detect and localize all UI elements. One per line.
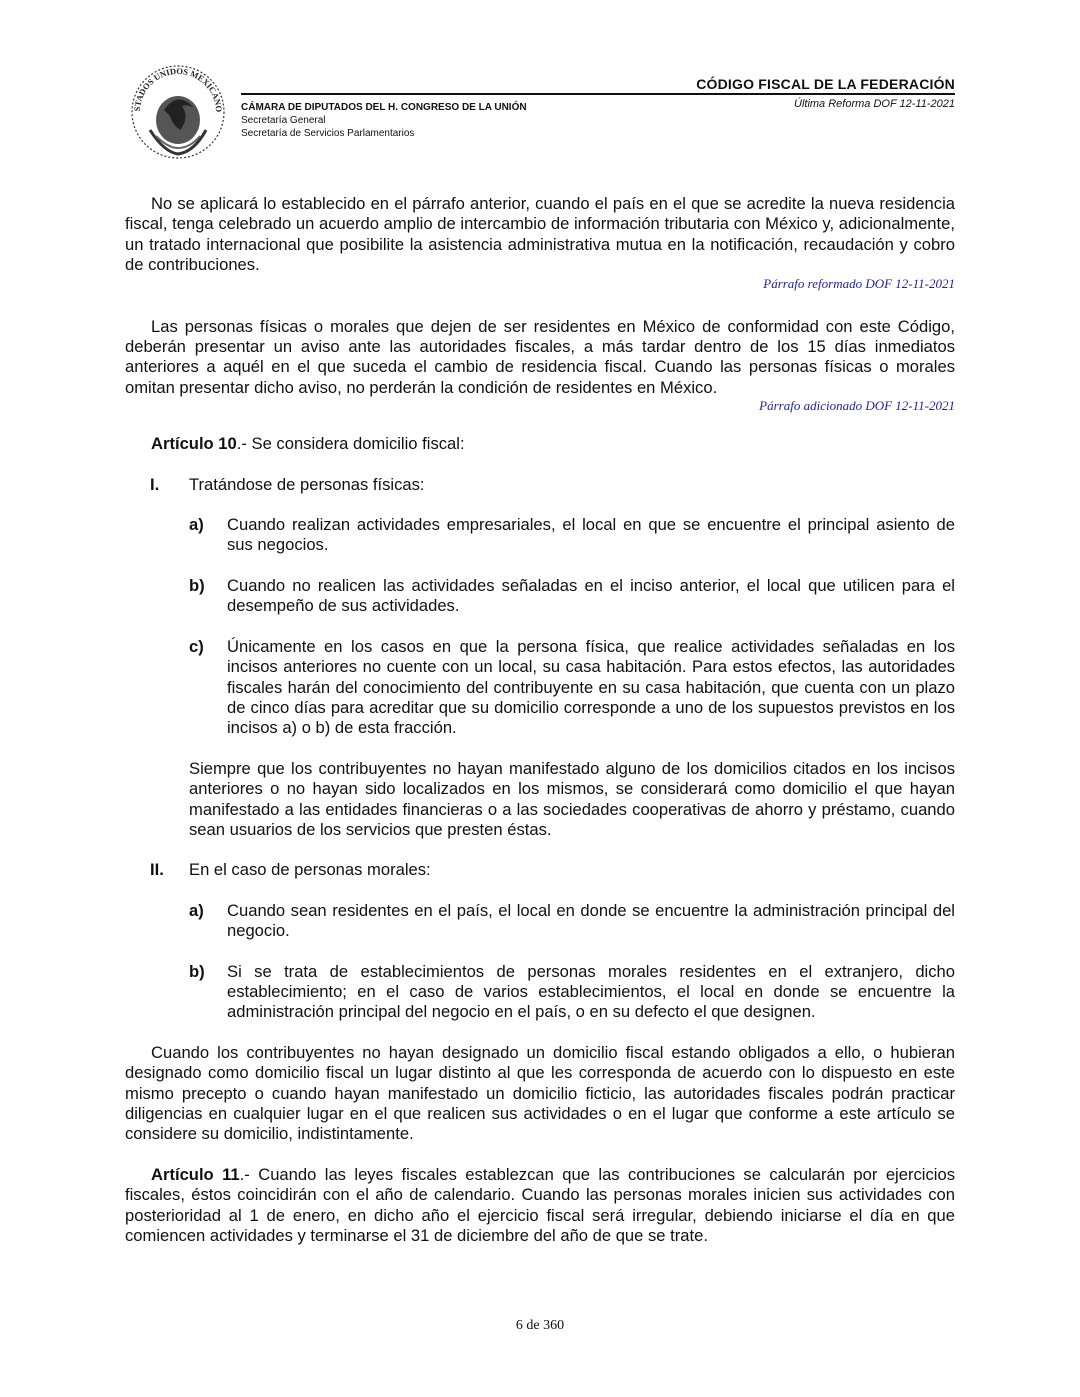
document-title: CÓDIGO FISCAL DE LA FEDERACIÓN bbox=[696, 76, 955, 92]
last-reform-date: Última Reforma DOF 12-11-2021 bbox=[794, 98, 955, 110]
article-10-heading bbox=[125, 434, 955, 454]
document-body bbox=[125, 194, 955, 1246]
fraction-label: I. bbox=[150, 474, 160, 494]
article-text: .- Se considera domicilio fiscal: bbox=[236, 434, 465, 454]
reform-note: Párrafo adicionado DOF 12-11-2021 bbox=[759, 398, 955, 414]
paragraph: Las personas físicas o morales que dejen de ser residentes en México de conformidad con este Código, deberán presentar un aviso ante las autoridades fiscales, a más tardar dentro de los 15 días inmediatos anteriores a aquél en el que suceda el cambio de residencia fiscal. Cuando las personas físicas o morales omitan presentar dicho aviso, no perderán la condición de residentes en México. bbox=[125, 316, 955, 397]
fraction-ii bbox=[125, 860, 955, 880]
fraction-i-paragraph bbox=[125, 759, 955, 841]
seal-text: STADOS UNIDOS MEXICANO bbox=[131, 65, 225, 113]
subsection-text: Únicamente en los casos en que la persona física, que realice actividades señaladas en los incisos anteriores no cuente con un local, su casa habitación. Para estos efectos, las autoridades fiscales harán del conocimiento del contribuyente en su casa habitación, que cuenta con un plazo de cinco días para acreditar que su domicilio corresponde a uno de los supuestos previstos en los incisos a) o b) de esta fracción. bbox=[227, 636, 955, 738]
fraction-label: II. bbox=[150, 860, 164, 880]
header-divider bbox=[241, 93, 955, 95]
paragraph: Cuando los contribuyentes no hayan designado un domicilio fiscal estando obligados a ello, o hubieran designado como domicilio fiscal un lugar distinto al que les corresponda de acuerdo con lo dispuesto en este mismo precepto o cuando hayan manifestado un domicilio ficticio, las autoridades fiscales podrán practicar diligencias en cualquier lugar en el que realicen sus actividades o en el lugar que conforme a este artículo se considere su domicilio, indistintamente. bbox=[125, 1042, 955, 1144]
subsection-text: Si se trata de establecimientos de personas morales residentes en el extranjero, dicho establecimiento; en el caso de varios establecimientos, el local en donde se encuentre la administración principal del negocio en el país, o en su defecto el que designen. bbox=[227, 961, 955, 1022]
reform-note: Párrafo reformado DOF 12-11-2021 bbox=[763, 275, 955, 291]
service-name: Secretaría de Servicios Parlamentarios bbox=[241, 128, 415, 139]
subsection-b bbox=[125, 962, 955, 1023]
page-number: 6 de 360 bbox=[515, 1318, 565, 1333]
article-11 bbox=[125, 1165, 955, 1247]
secretariat-name: Secretaría General bbox=[241, 115, 326, 126]
subsection-text: Cuando realizan actividades empresariales, el local en que se encuentre el principal asiento de sus negocios. bbox=[227, 515, 955, 555]
institution-name: CÁMARA DE DIPUTADOS DEL H. CONGRESO DE LA UNIÓN bbox=[241, 102, 527, 113]
issuing-organization bbox=[241, 101, 527, 140]
subsection-label: a) bbox=[189, 515, 204, 535]
subsection-c bbox=[125, 637, 955, 739]
subsection-a bbox=[125, 515, 955, 556]
fraction-text: Tratándose de personas físicas: bbox=[189, 474, 425, 494]
subsection-label: b) bbox=[189, 575, 205, 595]
article-label: Artículo 11 bbox=[151, 1164, 240, 1184]
subsection-b bbox=[125, 576, 955, 617]
article-text: .- Cuando las leyes fiscales establezcan que las contribuciones se calcularán por ejercicios fiscales, éstos coincidirán con el año de calendario. Cuando las personas morales inicien sus actividades con posterioridad al 1 de enero, en dicho año el ejercicio fiscal será irregular, debiendo iniciarse el día en que comiencen actividades y terminarse el 31 de diciembre del año de que se trate. bbox=[125, 1164, 955, 1246]
article-label: Artículo 10 bbox=[151, 434, 237, 454]
fraction-text: En el caso de personas morales: bbox=[189, 860, 431, 880]
mexican-coat-of-arms-seal-icon bbox=[124, 60, 232, 160]
subsection-label: a) bbox=[189, 900, 204, 920]
paragraph: No se aplicará lo establecido en el párrafo anterior, cuando el país en el que se acredite la nueva residencia fiscal, tenga celebrado un acuerdo amplio de intercambio de información tributaria con México y, adicionalmente, un tratado internacional que posibilite la asistencia administrativa mutua en la notificación, recaudación y cobro de contribuciones. bbox=[125, 194, 955, 275]
subsection-text: Cuando sean residentes en el país, el local en donde se encuentre la administración principal del negocio. bbox=[227, 900, 955, 941]
subsection-text: Cuando no realicen las actividades señaladas en el inciso anterior, el local que utilicen para el desempeño de sus actividades. bbox=[227, 575, 955, 616]
subsection-a bbox=[125, 901, 955, 942]
subsection-label: c) bbox=[189, 636, 204, 656]
paragraph: Siempre que los contribuyentes no hayan manifestado alguno de los domicilios citados en los incisos anteriores o no hayan sido localizados en los mismos, se considerará como domicilio el que hayan manifestado a las entidades financieras o a las sociedades cooperativas de ahorro y préstamo, cuando sean usuarios de los servicios que presten éstas. bbox=[189, 758, 955, 839]
fraction-i bbox=[125, 475, 955, 495]
subsection-label: b) bbox=[189, 961, 205, 981]
